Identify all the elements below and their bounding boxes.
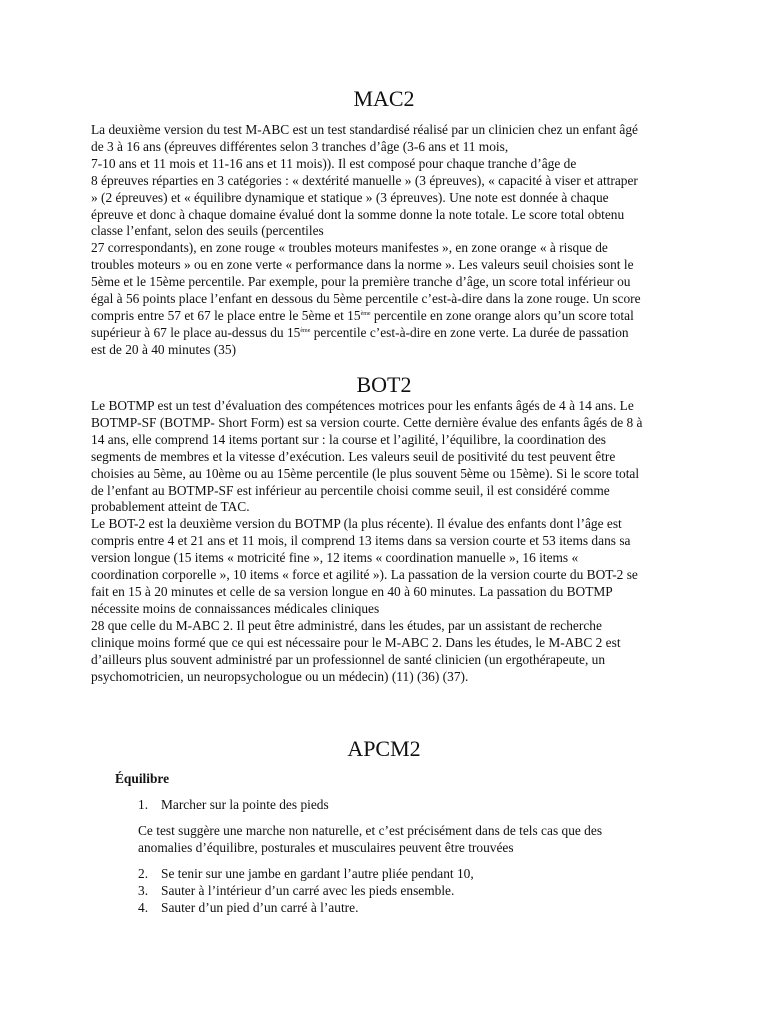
text-line: 8 épreuves réparties en 3 catégories : « dextérité manuelle » (3 épreuves), « capacité à viser et attraper <box>91 172 638 188</box>
text-line: psychomotricien, un neuropsychologue ou un médecin) (11) (36) (37). <box>91 668 469 684</box>
text-line: d’ailleurs plus souvent administré par un professionnel de santé clinicien (un ergothérapeute, un <box>91 651 606 667</box>
test-list-rest <box>138 866 658 917</box>
list-item <box>138 883 658 900</box>
text-line: coordination corporelle », 10 items « force et agilité »). La passation de la version courte du BOT-2 se <box>91 567 638 583</box>
section-title-mac2: MAC2 <box>353 86 415 111</box>
text-line: Ce test suggère une marche non naturelle, et c’est précisément dans de tels cas que des <box>138 823 603 838</box>
text-line: version longue (15 items « motricité fine », 12 items « coordination manuelle », 16 items « <box>91 550 579 566</box>
list-item-text: Sauter à l’intérieur d’un carré avec les pieds ensemble. <box>161 882 455 898</box>
test-note <box>138 823 658 857</box>
list-number: 4. <box>138 899 149 915</box>
text-line: Le BOT-2 est la deuxième version du BOTMP (la plus récente). Il évalue des enfants dont l’âge est <box>91 516 622 532</box>
text-line: compris entre 4 et 21 ans et 11 mois, il comprend 13 items dans sa version courte et 53 items dans sa <box>91 533 631 549</box>
list-item-text: Marcher sur la pointe des pieds <box>161 797 329 812</box>
text-line: épreuve et donc à chaque domaine évalué dont la somme donne la note totale. Le score total obtenu <box>91 206 625 222</box>
list-number: 1. <box>138 797 149 812</box>
text-line: 7-10 ans et 11 mois et 11-16 ans et 11 mois)). Il est composé pour chaque tranche d’âge de <box>91 155 577 171</box>
superscript: ème <box>300 327 311 334</box>
text-line: clinique moins formé que ce qui est nécessaire pour le M-ABC 2. Dans les études, le M-ABC 2 est <box>91 634 621 650</box>
text-line: 14 ans, elle comprend 14 items portant sur : la course et l’agilité, l’équilibre, la coordination des <box>91 431 607 447</box>
document-page <box>91 0 677 1024</box>
list-item <box>138 866 658 883</box>
superscript: ème <box>360 310 371 317</box>
text-line <box>91 308 677 325</box>
text-line: fait en 15 à 20 minutes et celle de sa version longue en 40 à 60 minutes. La passation du BOTMP <box>91 583 613 599</box>
text-line: classe l’enfant, selon des seuils (percentiles <box>91 223 324 239</box>
list-item-text: Sauter d’un pied d’un carré à l’autre. <box>161 899 359 915</box>
text-line: anomalies d’équilibre, posturales et musculaires peuvent être trouvées <box>138 839 514 855</box>
text-line: égal à 56 points place l’enfant en dessous du 5ème percentile c’est-à-dire dans la zone rouge. Un score <box>91 291 641 307</box>
test-list-first <box>138 797 658 814</box>
section-title-bot2: BOT2 <box>356 372 412 397</box>
text-line: » (2 épreuves) et « équilibre dynamique et statique » (3 épreuves). Une note est donnée à chaque <box>91 189 609 205</box>
list-item <box>138 900 658 917</box>
text-line: probablement atteint de TAC. <box>91 499 250 515</box>
text-line: BOTMP-SF (BOTMP- Short Form) est sa version courte. Cette dernière évalue des enfants âgés de 8 à <box>91 414 643 430</box>
text-fragment: percentile c’est-à-dire en zone verte. La durée de passation <box>310 324 629 340</box>
text-line: est de 20 à 40 minutes (35) <box>91 341 237 357</box>
text-line: 5ème et le 15ème percentile. Par exemple, pour la première tranche d’âge, un score total inférieur ou <box>91 274 631 290</box>
text-line: choisies au 5ème, au 10ème ou au 15ème percentile (le plus souvent 5ème ou 15ème). Si le score total <box>91 465 640 481</box>
text-line: de 3 à 16 ans (épreuves différentes selon 3 tranches d’âge (3-6 ans et 11 mois, <box>91 138 509 154</box>
list-number: 2. <box>138 866 149 881</box>
text-line: troubles moteurs » ou en zone verte « performance dans la norme ». Les valeurs seuil choisies sont le <box>91 257 634 273</box>
text-fragment: compris entre 57 et 67 le place entre le 5ème et 15 <box>91 307 361 323</box>
text-line: Le BOTMP est un test d’évaluation des compétences motrices pour les enfants âgés de 4 à 14 ans. Le <box>91 398 634 413</box>
bot2-paragraph <box>91 398 677 685</box>
text-line: 27 correspondants), en zone rouge « troubles moteurs manifestes », en zone orange « à risque de <box>91 240 608 256</box>
subheading-equilibre: Équilibre <box>115 771 170 786</box>
text-line: segments de membres et la vitesse d’exécution. Les valeurs seuil de positivité du test peuvent être <box>91 448 616 464</box>
list-item-text: Se tenir sur une jambe en gardant l’autre pliée pendant 10, <box>161 866 474 881</box>
list-item <box>138 797 658 814</box>
text-line: nécessite moins de connaissances médicales cliniques <box>91 600 380 616</box>
text-line: de l’enfant au BOTMP-SF est inférieur au percentile choisi comme seuil, il est considéré comme <box>91 482 610 498</box>
text-line: 28 que celle du M-ABC 2. Il peut être administré, dans les études, par un assistant de recherche <box>91 617 602 633</box>
text-line <box>91 325 677 342</box>
text-fragment: percentile en zone orange alors qu’un score total <box>370 307 634 323</box>
section-title-apcm2: APCM2 <box>347 736 421 761</box>
list-number: 3. <box>138 882 149 898</box>
mac2-paragraph <box>91 122 677 359</box>
text-fragment: supérieur à 67 le place au-dessus du 15 <box>91 324 301 340</box>
text-line: La deuxième version du test M-ABC est un test standardisé réalisé par un clinicien chez un enfant âgé <box>91 122 638 137</box>
